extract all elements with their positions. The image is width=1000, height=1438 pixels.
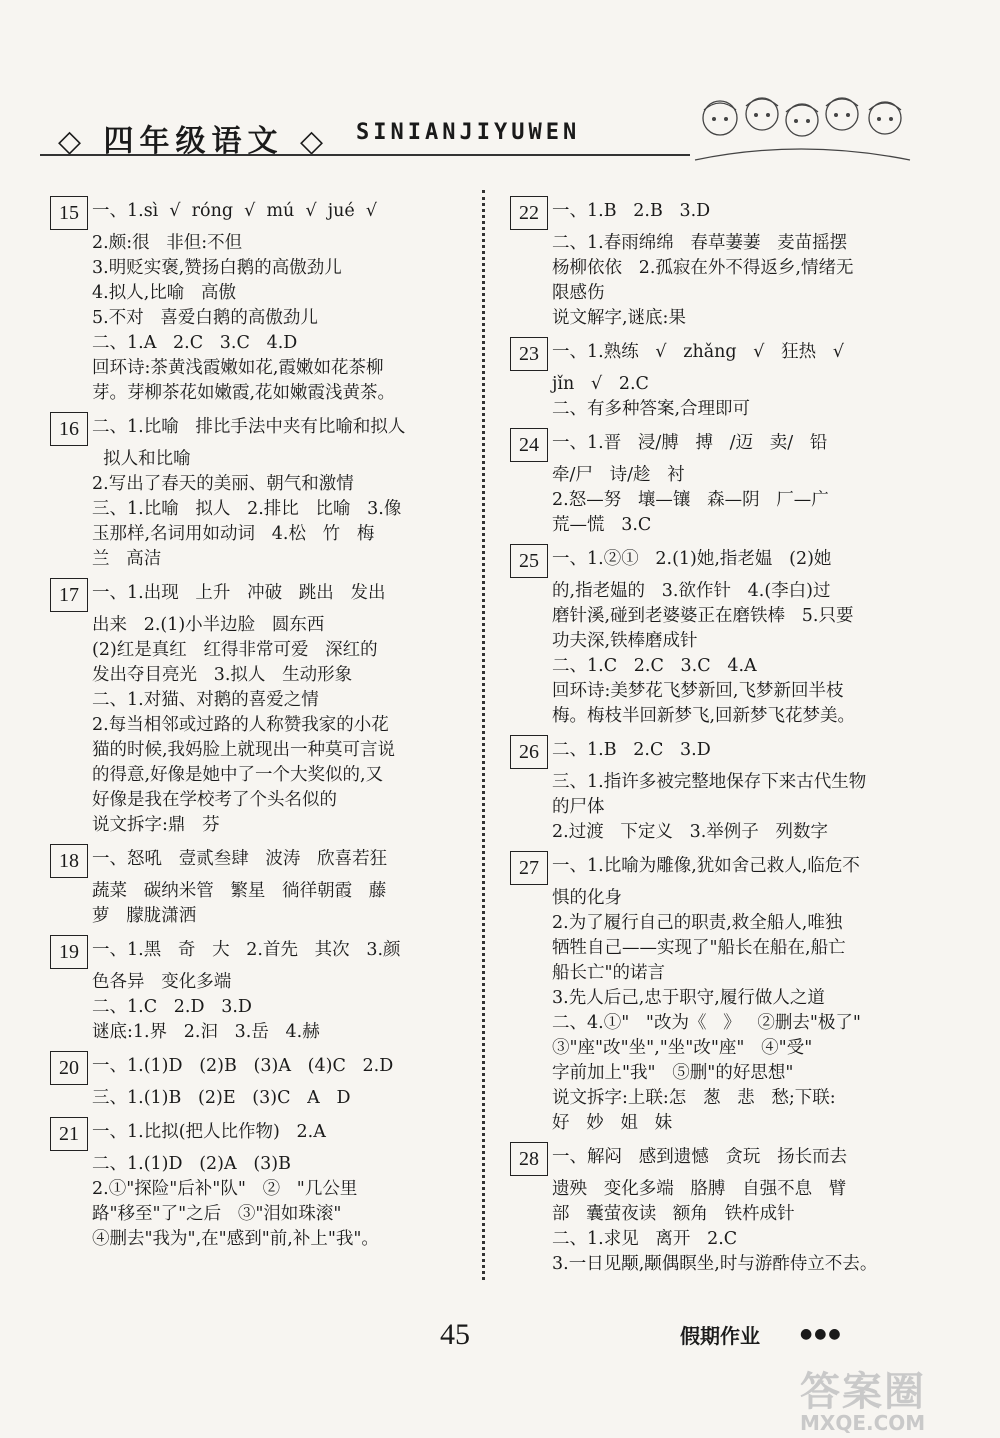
answer-entry (510, 851, 910, 1136)
answer-line: 回环诗:茶黄浅霞嫩如花,霞嫩如花茶柳 (92, 358, 384, 378)
entry-number-box: 24 (510, 428, 548, 462)
answer-line: 玉那样,名词用如动词 4.松 竹 梅 (92, 524, 375, 544)
answer-line: ③"座"改"坐","坐"改"座" ④"受" (552, 1038, 813, 1058)
answer-line: 二、4.①" "改为《 》 ②删去"极了" (552, 1013, 861, 1033)
answer-line: jǐn √ 2.C (552, 374, 649, 394)
entry-number-box: 27 (510, 851, 548, 885)
answer-line: 遗殃 变化多端 胳膊 自强不息 臂 (552, 1179, 847, 1199)
answer-line: 梅。梅枝半回新梦飞,回新梦飞花梦美。 (552, 706, 856, 726)
answer-line: 功夫深,铁棒磨成针 (552, 631, 698, 651)
answer-line: 一、1.比喻为雕像,犹如舍己救人,临危不 (552, 856, 860, 876)
answer-line: 2.为了履行自己的职责,救全船人,唯独 (552, 913, 843, 933)
answer-line: 二、1.求见 离开 2.C (552, 1229, 738, 1249)
answer-line: 船长亡"的诺言 (552, 963, 666, 983)
answer-line: 一、1.sì √ róng √ mú √ jué √ (92, 201, 378, 221)
answer-entry (50, 196, 470, 406)
answer-line: 部 囊萤夜读 额角 铁杵成针 (552, 1204, 795, 1224)
entry-number-box: 18 (50, 844, 88, 878)
answer-line: 一、1.黑 奇 大 2.首先 其次 3.颜 (92, 940, 401, 960)
column-divider (482, 190, 485, 1280)
entry-number-box: 20 (50, 1051, 88, 1085)
answer-line: 一、1.晋 浸/膊 搏 /迈 卖/ 铅 (552, 433, 828, 453)
answer-line: 3.一日见颙,颙偶瞑坐,时与游酢侍立不去。 (552, 1254, 878, 1274)
answer-line: 二、1.春雨绵绵 春草萋萋 麦苗摇摆 (552, 233, 848, 253)
answer-entry (50, 578, 470, 838)
answer-line: 一、1.②① 2.(1)她,指老媪 (2)她 (552, 549, 832, 569)
answer-line: 3.明贬实褒,赞扬白鹅的高傲劲儿 (92, 258, 342, 278)
answer-line: 2.过渡 下定义 3.举例子 列数字 (552, 822, 828, 842)
answer-entry (50, 412, 470, 572)
answers-left-column (50, 196, 470, 1258)
answer-line: 猫的时候,我妈脸上就现出一种莫可言说 (92, 740, 396, 760)
answer-line: 三、1.比喻 拟人 2.排比 比喻 3.像 (92, 499, 402, 519)
watermark-text: 答案圈 (800, 1369, 926, 1415)
answer-line: 一、1.(1)D (2)B (3)A (4)C 2.D (92, 1056, 394, 1076)
answer-line: 二、1.C 2.C 3.C 4.A (552, 656, 757, 676)
answer-line: 回环诗:美梦花飞梦新回,飞梦新回半枝 (552, 681, 844, 701)
answer-line: 三、1.(1)B (2)E (3)C A D (92, 1088, 351, 1108)
answer-line: 2.每当相邻或过路的人称赞我家的小花 (92, 715, 389, 735)
answer-line: 5.不对 喜爱白鹅的高傲劲儿 (92, 308, 318, 328)
entry-number-box: 17 (50, 578, 88, 612)
answer-entry (510, 735, 910, 845)
answer-line: 惧的化身 (552, 888, 622, 908)
answer-line: 兰 高洁 (92, 549, 162, 569)
answer-line: 2.写出了春天的美丽、朝气和激情 (92, 474, 354, 494)
answer-line: ④删去"我为",在"感到"前,补上"我"。 (92, 1229, 379, 1249)
answer-line: 色各异 变化多端 (92, 972, 232, 992)
title-pinyin: SINIANJIYUWEN (356, 120, 581, 145)
entry-number-box: 28 (510, 1142, 548, 1176)
answer-line: 好像是我在学校考了个头名似的 (92, 790, 337, 810)
answer-line: 磨针溪,碰到老婆婆正在磨铁棒 5.只要 (552, 606, 854, 626)
answer-line: 说文解字,谜底:果 (552, 308, 686, 328)
entry-number-box: 15 (50, 196, 88, 230)
header-rule (40, 154, 690, 156)
answer-entry (50, 1051, 470, 1111)
answer-line: 谜底:1.界 2.汩 3.岳 4.赫 (92, 1022, 320, 1042)
answer-line: 字前加上"我" ⑤删"的好思想" (552, 1063, 794, 1083)
answer-line: 4.拟人,比喻 高傲 (92, 283, 236, 303)
answer-line: 的,指老媪的 3.欲作针 4.(李白)过 (552, 581, 831, 601)
answer-entry (510, 196, 910, 331)
answer-line: 说文拆字:鼎 芬 (92, 815, 220, 835)
answer-line: 一、解闷 感到遗憾 贪玩 扬长而去 (552, 1147, 848, 1167)
answer-line: 2.怒—努 壤—镶 森—阴 厂—广 (552, 490, 829, 510)
entry-number-box: 19 (50, 935, 88, 969)
answer-line: 的得意,好像是她中了一个大奖似的,又 (92, 765, 384, 785)
entry-number-box: 22 (510, 196, 548, 230)
answer-line: 路"移至"了"之后 ③"泪如珠滚" (92, 1204, 342, 1224)
answer-line: 说文拆字:上联:怎 葱 悲 愁;下联: (552, 1088, 836, 1108)
watermark-logo (800, 1360, 980, 1434)
answer-line: 二、1.(1)D (2)A (3)B (92, 1154, 291, 1174)
answer-line: 一、怒吼 壹贰叁肆 波涛 欣喜若狂 (92, 849, 388, 869)
answer-entry (510, 1142, 910, 1277)
answer-entry (50, 1117, 470, 1252)
answer-line: (2)红是真红 红得非常可爱 深红的 (92, 640, 378, 660)
answer-entry (510, 337, 910, 422)
answer-line: 蔬菜 碳纳米管 繁星 徜徉朝霞 藤 (92, 881, 387, 901)
entry-number-box: 21 (50, 1117, 88, 1151)
entry-number-box: 26 (510, 735, 548, 769)
answer-line: 3.先人后己,忠于职守,履行做人之道 (552, 988, 825, 1008)
answer-line: 芽。芽柳茶花如嫩霞,花如嫩霞浅黄茶。 (92, 383, 396, 403)
answer-entry (50, 935, 470, 1045)
answer-line: 二、有多种答案,合理即可 (552, 399, 751, 419)
answer-line: 二、1.A 2.C 3.C 4.D (92, 333, 298, 353)
answer-line: 杨柳依依 2.孤寂在外不得返乡,情绪无 (552, 258, 854, 278)
footer-label: 假期作业 (680, 1324, 760, 1348)
answer-line: 一、1.比拟(把人比作物) 2.A (92, 1122, 326, 1142)
answer-line: 拟人和比喻 (92, 449, 191, 469)
answer-line: 牺牲自己——实现了"船长在船在,船亡 (552, 938, 846, 958)
answer-line: 发出夺目亮光 3.拟人 生动形象 (92, 665, 353, 685)
answer-entry (510, 428, 910, 538)
answer-line: 一、1.B 2.B 3.D (552, 201, 711, 221)
entry-number-box: 16 (50, 412, 88, 446)
entry-number-box: 23 (510, 337, 548, 371)
title-chinese: ◇ 四年级语文 ◇ (58, 124, 330, 159)
answer-line: 一、1.熟练 √ zhǎng √ 狂热 √ (552, 342, 844, 362)
page-number: 45 (440, 1318, 470, 1351)
answer-entry (50, 844, 470, 929)
answers-right-column (510, 196, 910, 1283)
answer-line: 荒—慌 3.C (552, 515, 652, 535)
answer-line: 二、1.对猫、对鹅的喜爱之情 (92, 690, 319, 710)
answer-line: 二、1.比喻 排比手法中夹有比喻和拟人 (92, 417, 406, 437)
answer-line: 限感伤 (552, 283, 605, 303)
answer-line: 2.颇:很 非但:不但 (92, 233, 243, 253)
answer-line: 出来 2.(1)小半边脸 圆东西 (92, 615, 325, 635)
answer-line: 牵/尸 诗/趁 衬 (552, 465, 685, 485)
cartoon-children-illustration (690, 88, 915, 168)
answer-line: 好 妙 姐 妹 (552, 1113, 673, 1133)
answer-line: 的尸体 (552, 797, 605, 817)
answer-line: 二、1.B 2.C 3.D (552, 740, 711, 760)
answer-entry (510, 544, 910, 729)
answer-line: 一、1.出现 上升 冲破 跳出 发出 (92, 583, 386, 603)
answer-line: 二、1.C 2.D 3.D (92, 997, 252, 1017)
answer-line: 萝 朦胧潇洒 (92, 906, 197, 926)
watermark-url: MXQE.COM (800, 1411, 926, 1435)
footer-dots: ●●● (800, 1326, 843, 1342)
answer-line: 2.①"探险"后补"队" ② "几公里 (92, 1179, 358, 1199)
entry-number-box: 25 (510, 544, 548, 578)
answer-line: 三、1.指许多被完整地保存下来古代生物 (552, 772, 867, 792)
